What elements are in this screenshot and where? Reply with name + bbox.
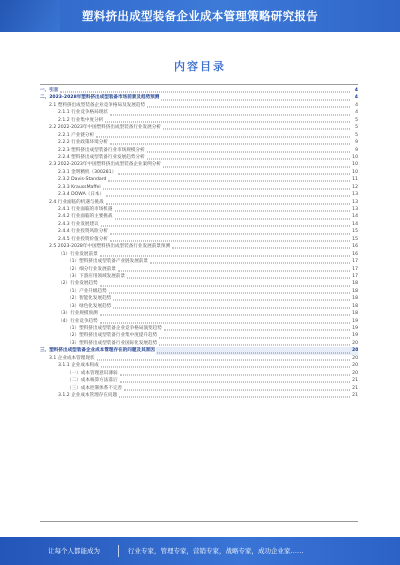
toc-leader-dots [109, 293, 350, 294]
toc-entry-title: 2.1.1 行业竞争格局现状 [58, 110, 108, 116]
toc-leader-dots [110, 233, 350, 234]
toc-entry-page: 18 [352, 303, 358, 309]
toc-entry-title: （1）产业升级趋势 [67, 288, 107, 294]
toc-entry[interactable] [40, 213, 358, 220]
toc-leader-dots [124, 389, 350, 390]
toc-entry-page: 20 [352, 370, 358, 376]
toc-entry-page: 5 [355, 125, 358, 131]
toc-entry[interactable] [40, 94, 358, 101]
toc-entry-page: 17 [352, 259, 358, 265]
toc-entry[interactable] [40, 266, 358, 273]
toc-entry-title: 一、引言 [40, 88, 59, 93]
toc-entry-page: 12 [352, 184, 358, 190]
toc-entry-page: 16 [352, 244, 358, 250]
toc-entry-page: 10 [352, 162, 358, 168]
toc-entry-title: （三）成本控制体系不完善 [67, 385, 123, 391]
toc-entry-page: 4 [355, 110, 358, 116]
toc-entry-title: （3）行业规模预测 [58, 311, 98, 317]
toc-leader-dots [147, 151, 350, 152]
toc-entry[interactable] [40, 362, 358, 369]
toc-entry-page: 20 [352, 340, 358, 346]
toc-entry[interactable] [40, 147, 358, 154]
toc-entry-title: 2.5 2023-2028年中国塑料挤出成型装备行业发展前景预测 [49, 244, 171, 250]
toc-entry-title: 2.4.4 行业投资风险分析 [58, 229, 108, 235]
toc-entry-page: 13 [352, 199, 358, 205]
toc-entry-page: 9 [355, 140, 358, 146]
toc-entry[interactable] [40, 273, 358, 280]
toc-entry[interactable] [40, 355, 358, 362]
toc-entry[interactable] [40, 199, 358, 206]
toc-leader-dots [110, 240, 350, 241]
toc-leader-dots [120, 374, 350, 375]
toc-leader-dots [110, 114, 350, 115]
toc-entry[interactable] [40, 377, 358, 384]
toc-leader-dots [159, 345, 350, 346]
toc-entry-page: 4 [355, 102, 358, 108]
toc-entry-title: 2.4 行业面临的机遇与挑战 [49, 199, 104, 205]
toc-entry-title: 3.1.1 企业成本构成 [58, 363, 99, 369]
toc-entry-title: 2.1.2 行业集中度分析 [58, 117, 104, 123]
toc-entry-page: 20 [352, 363, 358, 369]
toc-entry[interactable] [40, 102, 358, 109]
toc-leader-dots [110, 144, 350, 145]
toc-entry-title: 二、2023-2028年塑料挤出成型装备市场前景及趋势预测 [40, 95, 160, 101]
toc-entry-page: 14 [352, 214, 358, 220]
toc-entry-page: 4 [354, 88, 358, 93]
toc-entry-title: （二）成本核算方法落后 [67, 378, 118, 384]
toc-entry-title: （1）塑料挤出成型装备产业链发展前景 [67, 259, 149, 265]
toc-entry[interactable] [40, 303, 358, 310]
toc-entry-page: 13 [352, 192, 358, 198]
toc-entry[interactable] [40, 347, 358, 354]
toc-entry-title: 2.4.3 行业发展建议 [58, 221, 99, 227]
toc-entry[interactable] [40, 332, 358, 339]
toc-entry-title: 2.3.1 金明精机（300281） [58, 169, 117, 175]
toc-entry[interactable] [40, 228, 358, 235]
toc-leader-dots [113, 300, 350, 301]
toc-leader-dots [147, 159, 350, 160]
toc-entry-page: 4 [354, 95, 358, 101]
toc-entry-title: （2）塑料挤出成型装备行业集中度提升趋势 [67, 333, 158, 339]
toc-entry[interactable] [40, 191, 358, 198]
toc-entry-title: （3）塑料挤出成型装备行业国际化发展趋势 [67, 340, 158, 346]
toc-entry-title: 2.2.4 塑料挤出成型装备行业发展趋势分析 [58, 154, 145, 160]
toc-entry-page: 20 [352, 348, 358, 354]
table-of-contents [40, 84, 358, 522]
toc-leader-dots [100, 285, 350, 286]
toc-entry-title: （3）下游应用领域发展前景 [67, 273, 126, 279]
toc-entry-page: 10 [352, 169, 358, 175]
toc-leader-dots [101, 367, 350, 368]
toc-entry-page: 9 [355, 147, 358, 153]
toc-entry-title: 2.3.2 Davis-Standard [58, 177, 107, 183]
toc-entry-title: 2.2.3 塑料挤出成型装备行业市场规模分析 [58, 147, 145, 153]
toc-entry[interactable] [40, 280, 358, 287]
toc-entry[interactable] [40, 124, 358, 131]
toc-leader-dots [118, 270, 350, 271]
footer-divider [118, 545, 119, 557]
toc-entry-title: 2.2.1 产业链分析 [58, 132, 95, 138]
toc-entry[interactable] [40, 184, 358, 191]
toc-entry-title: （1）塑料挤出成型装备企业竞争格局演变趋势 [67, 326, 162, 331]
toc-entry[interactable] [40, 325, 358, 332]
toc-leader-dots [157, 352, 350, 353]
footer-tagline: 行业专家，管理专家，营销专家，战略专家，成功企业家…… [128, 547, 304, 555]
toc-entry[interactable] [40, 132, 358, 139]
toc-entry-title: 2.3 2022-2023年中国塑料挤出成型装备企业案例分析 [49, 162, 161, 168]
toc-entry[interactable] [40, 340, 358, 347]
toc-entry[interactable] [40, 117, 358, 124]
toc-entry[interactable] [40, 206, 358, 213]
toc-entry[interactable] [40, 236, 358, 243]
toc-leader-dots [150, 263, 350, 264]
toc-leader-dots [120, 382, 350, 383]
toc-entry-title: （3）绿色化发展趋势 [67, 303, 112, 309]
toc-leader-dots [119, 397, 350, 398]
toc-entry-page: 17 [352, 266, 358, 272]
toc-entry[interactable] [40, 139, 358, 146]
toc-entry-title: 2.1 塑料挤出成型装备企业竞争格局及发展趋势 [49, 102, 146, 108]
toc-entry[interactable] [40, 154, 358, 161]
toc-entry-title: 三、塑料挤出成型装备企业成本管理存在的问题及其原因 [40, 348, 155, 354]
toc-entry-title: （一）成本管理意识薄弱 [67, 370, 118, 376]
toc-entry-page: 16 [352, 251, 358, 257]
toc-entry-title: 2.2 2022-2023年中国塑料挤出成型装备行业发展分析 [49, 125, 161, 131]
toc-entry-page: 10 [352, 154, 358, 160]
toc-entry-page: 15 [352, 229, 358, 235]
toc-leader-dots [101, 226, 350, 227]
toc-leader-dots [100, 315, 350, 316]
toc-entry[interactable] [40, 109, 358, 116]
toc-entry-title: （4）行业竞争趋势 [58, 318, 98, 324]
toc-entry[interactable] [40, 318, 358, 325]
toc-entry-page: 19 [352, 333, 358, 339]
toc-entry[interactable] [40, 385, 358, 392]
toc-leader-dots [97, 359, 350, 360]
toc-entry-title: 2.4.2 行业面临的主要挑战 [58, 214, 113, 220]
toc-leader-dots [115, 211, 351, 212]
toc-leader-dots [147, 107, 350, 108]
toc-entry[interactable] [40, 169, 358, 176]
toc-entry-page: 20 [352, 355, 358, 361]
toc-entry-page: 11 [352, 177, 358, 183]
toc-entry-page: 19 [352, 326, 358, 331]
toc-entry[interactable] [40, 288, 358, 295]
toc-leader-dots [100, 322, 350, 323]
toc-entry[interactable] [40, 243, 358, 250]
report-title: 塑料挤出成型装备企业成本管理策略研究报告 [82, 9, 318, 23]
toc-leader-dots [96, 136, 350, 137]
toc-entry-title: （2）行业发展趋势 [58, 281, 98, 287]
toc-leader-dots [163, 129, 350, 130]
toc-entry[interactable] [40, 176, 358, 183]
toc-entry-page: 18 [352, 311, 358, 317]
toc-leader-dots [115, 218, 351, 219]
toc-entry-page: 5 [355, 117, 358, 123]
toc-leader-dots [118, 174, 350, 175]
toc-entry-title: 3.1 企业成本管理现状 [49, 355, 95, 361]
toc-entry-title: 2.2.2 行业政策环境分析 [58, 140, 108, 146]
toc-entry[interactable] [40, 161, 358, 168]
toc-entry-page: 17 [352, 273, 358, 279]
toc-leader-dots [161, 99, 350, 100]
toc-leader-dots [106, 203, 350, 204]
toc-leader-dots [113, 307, 350, 308]
toc-entry-page: 13 [352, 207, 358, 212]
toc-entry-page: 21 [352, 378, 358, 384]
toc-entry-title: 2.3.3 KraussMaffei [58, 184, 101, 190]
toc-entry[interactable] [40, 258, 358, 265]
toc-leader-dots [103, 188, 350, 189]
toc-entry-title: （1）行业发展前景 [58, 251, 98, 257]
toc-leader-dots [164, 330, 350, 331]
toc-entry-page: 18 [352, 281, 358, 287]
toc-entry-title: 2.3.4 DOWA（日本） [58, 192, 105, 198]
toc-entry[interactable] [40, 392, 358, 399]
toc-entry-page: 21 [352, 392, 358, 398]
toc-entry[interactable] [40, 295, 358, 302]
toc-heading: 内容目录 [174, 60, 226, 73]
toc-entry[interactable] [40, 251, 358, 258]
toc-entry-title: （2）细分行业发展前景 [67, 266, 116, 272]
toc-entry[interactable] [40, 87, 358, 94]
footer-slogan: 让每个人都能成为 [48, 547, 100, 555]
toc-entry-page: 15 [352, 236, 358, 242]
toc-leader-dots [127, 278, 350, 279]
toc-entry-page: 14 [352, 221, 358, 227]
toc-leader-dots [163, 166, 350, 167]
toc-entry[interactable] [40, 221, 358, 228]
toc-entry-title: 2.4.5 行业投资价值分析 [58, 236, 108, 242]
toc-entry-page: 18 [352, 296, 358, 302]
toc-leader-dots [159, 337, 350, 338]
toc-leader-dots [105, 121, 350, 122]
toc-entry[interactable] [40, 370, 358, 377]
toc-leader-dots [100, 255, 350, 256]
toc-list [40, 85, 358, 399]
toc-leader-dots [172, 248, 350, 249]
toc-entry-title: 3.1.2 企业成本管理存在问题 [58, 392, 118, 398]
toc-entry-page: 21 [352, 385, 358, 391]
toc-leader-dots [108, 181, 350, 182]
toc-entry-title: （2）智能化发展趋势 [67, 296, 112, 302]
toc-entry-page: 5 [355, 132, 358, 138]
toc-entry-title: 2.4.1 行业面临的市场机遇 [58, 207, 113, 212]
toc-entry-page: 18 [352, 288, 358, 294]
toc-leader-dots [60, 92, 350, 93]
toc-entry-page: 19 [352, 318, 358, 324]
toc-entry[interactable] [40, 310, 358, 317]
toc-leader-dots [106, 196, 350, 197]
